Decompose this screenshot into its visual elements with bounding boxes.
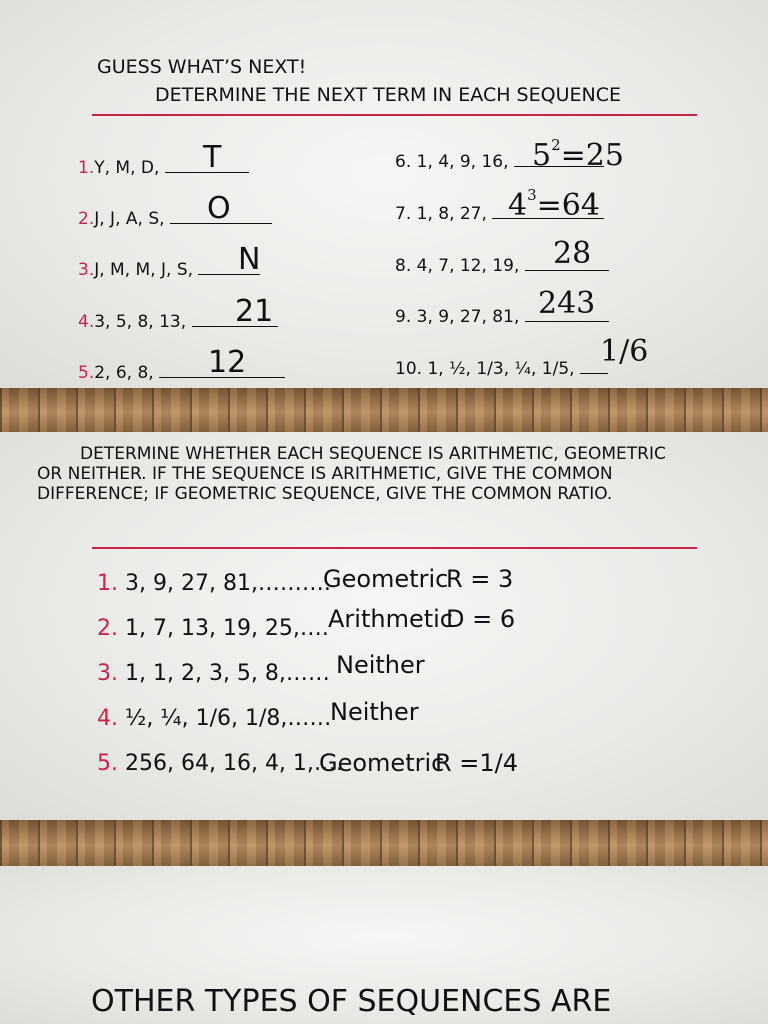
answer-2: O: [207, 191, 231, 226]
answer-3: N: [238, 242, 261, 277]
sequence-type-5: Geometric: [319, 749, 445, 777]
sequence-item-2: 2. 1, 7, 13, 19, 25,….: [97, 616, 329, 641]
answer-5: 12: [208, 345, 247, 380]
question-1: 1.Y, M, D,: [78, 156, 249, 178]
answer-9: 243: [538, 286, 596, 321]
question-9: 9. 3, 9, 27, 81,: [395, 305, 609, 327]
wood-floor-divider: [0, 388, 768, 432]
slide-sequence-types: [0, 432, 768, 820]
answer-8: 28: [553, 236, 592, 271]
question-4: 4.3, 5, 8, 13,: [78, 310, 278, 332]
answer-1: T: [203, 140, 222, 175]
question-8: 8. 4, 7, 12, 19,: [395, 254, 609, 276]
sequence-type-4: Neither: [330, 698, 419, 726]
sequence-item-1: 1. 3, 9, 27, 81,……….: [97, 571, 331, 596]
question-3: 3.J, M, M, J, S,: [78, 258, 260, 280]
answer-4: 21: [235, 294, 274, 329]
sequence-item-4: 4. ½, ¼, 1/6, 1/8,……: [97, 706, 332, 731]
slide-guess-next: [0, 0, 768, 388]
question-5: 5.2, 6, 8,: [78, 361, 285, 383]
slide3-heading: OTHER TYPES OF SEQUENCES ARE: [91, 984, 612, 1019]
slide-other-sequences: [0, 866, 768, 1024]
question-6: 6. 1, 4, 9, 16,: [395, 150, 604, 172]
slide1-title: GUESS WHAT’S NEXT!: [97, 56, 307, 78]
sequence-item-3: 3. 1, 1, 2, 3, 5, 8,……: [97, 661, 330, 686]
question-7: 7. 1, 8, 27,: [395, 202, 604, 224]
instruction-line-1: DETERMINE WHETHER EACH SEQUENCE IS ARITHMETIC, GEOMETRIC: [80, 444, 666, 464]
slide1-subtitle: DETERMINE THE NEXT TERM IN EACH SEQUENCE: [155, 84, 621, 106]
wood-floor-divider-2: [0, 820, 768, 866]
sequence-value-2: D = 6: [446, 605, 516, 633]
sequence-type-1: Geometric: [323, 565, 449, 593]
instruction-line-3: DIFFERENCE; IF GEOMETRIC SEQUENCE, GIVE THE COMMON RATIO.: [37, 484, 613, 504]
sequence-item-5: 5. 256, 64, 16, 4, 1,….: [97, 751, 343, 776]
sequence-value-1: R = 3: [446, 565, 514, 593]
answer-10: 1/6: [600, 334, 649, 369]
slide1-divider: [92, 114, 697, 116]
question-2: 2.J, J, A, S,: [78, 207, 272, 229]
slide2-divider: [92, 547, 697, 549]
instruction-line-2: OR NEITHER. IF THE SEQUENCE IS ARITHMETIC, GIVE THE COMMON: [37, 464, 613, 484]
sequence-type-2: Arithmetic: [328, 605, 453, 633]
sequence-value-5: R =1/4: [435, 749, 519, 777]
question-10: 10. 1, ½, 1/3, ¼, 1/5,: [395, 357, 608, 379]
answer-7: $4^3=64$: [508, 186, 600, 223]
sequence-type-3: Neither: [336, 651, 425, 679]
answer-6: $5^2=25$: [532, 136, 624, 173]
